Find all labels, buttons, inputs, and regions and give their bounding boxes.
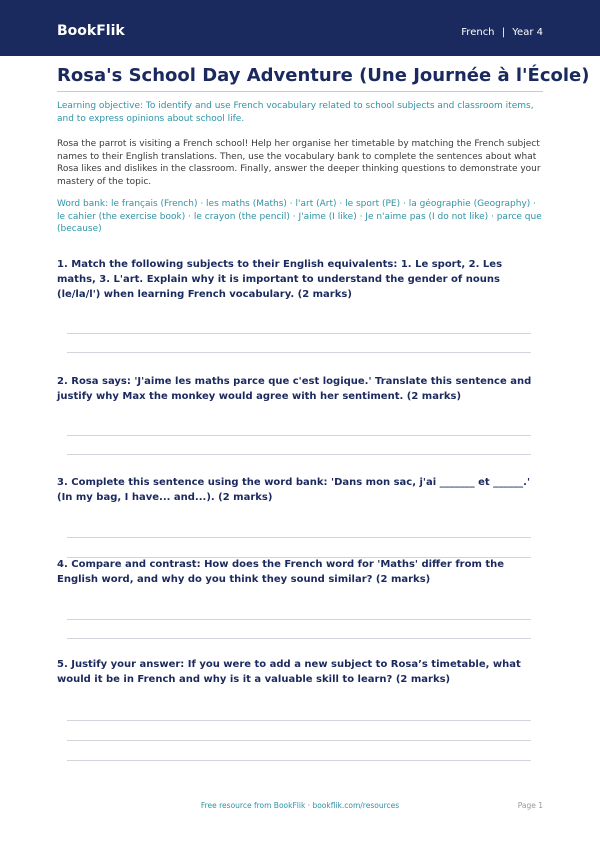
- answer-line[interactable]: [67, 740, 531, 741]
- page-header: [0, 0, 600, 56]
- learning-objective: Learning objective: To identify and use French vocabulary related to school subjects and classroom items, and to express opinions about school life.: [57, 101, 534, 124]
- intro-paragraph: Rosa the parrot is visiting a French school! Help her organise her timetable by matching the French subject names to their English translations. Then, use the vocabulary bank to complete the sentences about what Rosa likes and dislikes in the classroom. Finally, answer the deeper thinking questions to demonstrate your mastery of the topic.: [57, 139, 541, 187]
- page-number: Page 1: [517, 801, 543, 810]
- answer-line[interactable]: [67, 435, 531, 436]
- question-4: 4. Compare and contrast: How does the French word for 'Maths' differ from the English word, and why do you think they sound similar? (2 marks): [57, 559, 505, 585]
- separator: |: [501, 27, 506, 38]
- word-bank: Word bank: le français (French) · les maths (Maths) · l'art (Art) · le sport (PE) · la géographie (Geography) · le cahier (the exercise book) · le crayon (the pencil) · J'aime (I like) · Je n'aime pas (I do not like) · parce que (because): [57, 199, 542, 234]
- question-2: 2. Rosa says: 'J'aime les maths parce que c'est logique.' Translate this sentence and justify why Max the monkey would agree with her sentiment. (2 marks): [57, 376, 532, 402]
- answer-line[interactable]: [67, 352, 531, 353]
- worksheet-title: Rosa's School Day Adventure (Une Journée à l'École): [57, 65, 590, 86]
- answer-line[interactable]: [67, 619, 531, 620]
- answer-line[interactable]: [67, 638, 531, 639]
- footer-credit: Free resource from BookFlik · bookflik.com/resources: [200, 801, 400, 810]
- subject-year-label: [461, 27, 543, 38]
- subject-label: French: [461, 27, 495, 38]
- brand-logo-text: BookFlik: [57, 23, 125, 39]
- answer-line[interactable]: [67, 333, 531, 334]
- question-1: 1. Match the following subjects to their English equivalents: 1. Le sport, 2. Les maths, 3. L'art. Explain why it is important to understand the gender of nouns (le/la/l') when learning French vocabulary. (2 marks): [57, 259, 503, 300]
- title-divider: [57, 91, 543, 92]
- question-3: 3. Complete this sentence using the word bank: 'Dans mon sac, j'ai _______ et ______.' (In my bag, I have... and...). (2 marks): [57, 477, 531, 503]
- answer-line[interactable]: [67, 720, 531, 721]
- answer-line[interactable]: [67, 454, 531, 455]
- question-5: 5. Justify your answer: If you were to add a new subject to Rosa’s timetable, what would it be in French and why is it a valuable skill to learn? (2 marks): [57, 659, 521, 685]
- answer-line[interactable]: [67, 760, 531, 761]
- answer-line[interactable]: [67, 537, 531, 538]
- year-label: Year 4: [512, 27, 543, 38]
